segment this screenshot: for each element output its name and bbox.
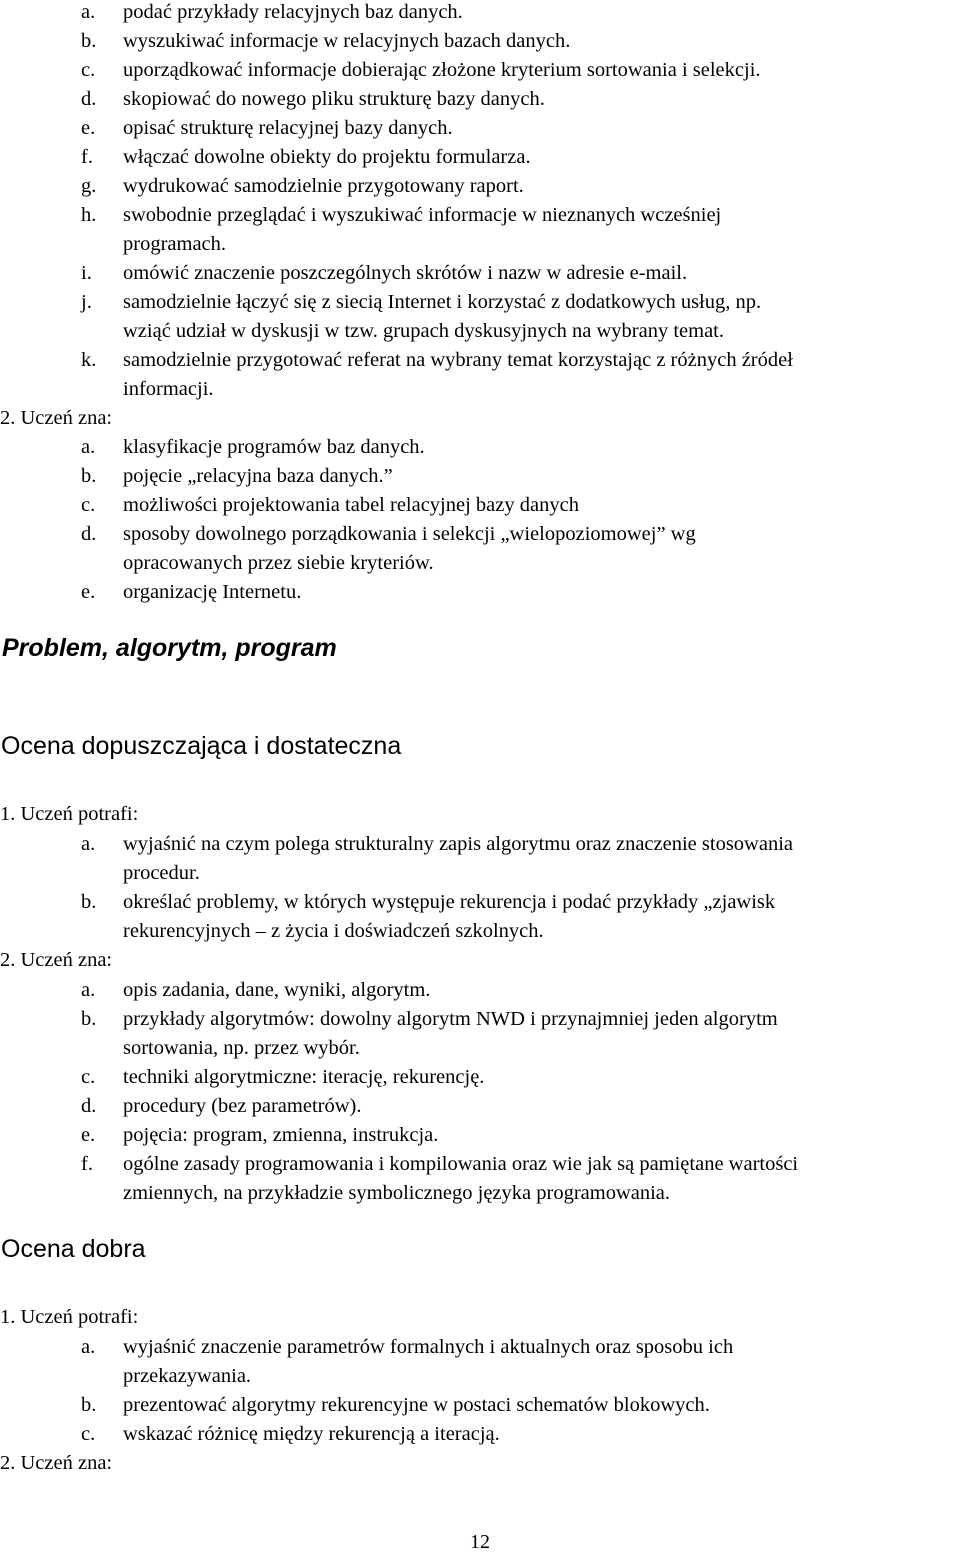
- chapter-title: Problem, algorytm, program: [2, 634, 337, 662]
- section-label: 2. Uczeń zna:: [0, 1452, 113, 1474]
- section-label: 1. Uczeń potrafi:: [0, 1306, 139, 1328]
- item-label: k.: [81, 349, 97, 371]
- item-label: b.: [81, 465, 97, 487]
- item-label: b.: [81, 1008, 97, 1030]
- item-text: przekazywania.: [123, 1365, 252, 1387]
- item-text: ogólne zasady programowania i kompilowania oraz wie jak są pamiętane wartości: [123, 1153, 799, 1175]
- item-text: klasyfikacje programów baz danych.: [123, 436, 425, 458]
- item-text: techniki algorytmiczne: iterację, rekurencję.: [123, 1066, 485, 1088]
- item-text: swobodnie przeglądać i wyszukiwać informacje w nieznanych wcześniej: [123, 204, 722, 226]
- item-text: włączać dowolne obiekty do projektu formularza.: [123, 146, 531, 168]
- item-label: d.: [81, 523, 97, 545]
- item-text: informacji.: [123, 378, 214, 400]
- item-text: pojęcie „relacyjna baza danych.”: [123, 465, 393, 487]
- item-label: c.: [81, 1423, 96, 1445]
- item-text: opis zadania, dane, wyniki, algorytm.: [123, 979, 431, 1001]
- item-label: b.: [81, 1394, 97, 1416]
- grade-title: Ocena dopuszczająca i dostateczna: [1, 732, 402, 760]
- item-text: rekurencyjnych – z życia i doświadczeń szkolnych.: [123, 920, 544, 942]
- item-text: sortowania, np. przez wybór.: [123, 1037, 360, 1059]
- item-text: określać problemy, w których występuje rekurencja i podać przykłady „zjawisk: [123, 891, 776, 913]
- item-label: e.: [81, 581, 96, 603]
- item-label: a.: [81, 979, 96, 1001]
- item-label: a.: [81, 1, 96, 23]
- item-label: j.: [81, 291, 92, 313]
- item-label: c.: [81, 59, 96, 81]
- item-label: b.: [81, 891, 97, 913]
- item-text: sposoby dowolnego porządkowania i selekcji „wielopoziomowej” wg: [123, 523, 696, 545]
- item-text: wskazać różnicę między rekurencją a iteracją.: [123, 1423, 500, 1445]
- item-label: f.: [81, 146, 93, 168]
- item-label: a.: [81, 1336, 96, 1358]
- item-text: wziąć udział w dyskusji w tzw. grupach dyskusyjnych na wybrany temat.: [123, 320, 724, 342]
- item-text: prezentować algorytmy rekurencyjne w postaci schematów blokowych.: [123, 1394, 710, 1416]
- item-text: samodzielnie łączyć się z siecią Internet i korzystać z dodatkowych usług, np.: [123, 291, 762, 313]
- item-text: skopiować do nowego pliku strukturę bazy danych.: [123, 88, 545, 110]
- item-text: samodzielnie przygotować referat na wybrany temat korzystając z różnych źródeł: [123, 349, 793, 371]
- item-text: omówić znaczenie poszczególnych skrótów i nazw w adresie e-mail.: [123, 262, 688, 284]
- item-text: organizację Internetu.: [123, 581, 302, 603]
- item-text: wyjaśnić na czym polega strukturalny zapis algorytmu oraz znaczenie stosowania: [123, 833, 793, 855]
- item-text: opracowanych przez siebie kryteriów.: [123, 552, 434, 574]
- item-text: programach.: [123, 233, 227, 255]
- item-text: wyszukiwać informacje w relacyjnych bazach danych.: [123, 30, 571, 52]
- item-label: c.: [81, 1066, 96, 1088]
- item-text: uporządkować informacje dobierając złożone kryterium sortowania i selekcji.: [123, 59, 761, 81]
- item-text: wyjaśnić znaczenie parametrów formalnych i aktualnych oraz sposobu ich: [123, 1336, 734, 1358]
- section-label: 2. Uczeń zna:: [0, 407, 113, 429]
- item-label: b.: [81, 30, 97, 52]
- item-text: opisać strukturę relacyjnej bazy danych.: [123, 117, 453, 139]
- item-text: możliwości projektowania tabel relacyjnej bazy danych: [123, 494, 579, 516]
- item-label: d.: [81, 1095, 97, 1117]
- item-text: zmiennych, na przykładzie symbolicznego języka programowania.: [123, 1182, 671, 1204]
- grade-title: Ocena dobra: [1, 1235, 146, 1263]
- item-text: procedur.: [123, 862, 200, 884]
- item-label: d.: [81, 88, 97, 110]
- item-text: wydrukować samodzielnie przygotowany raport.: [123, 175, 524, 197]
- section-label: 2. Uczeń zna:: [0, 949, 113, 971]
- item-text: procedury (bez parametrów).: [123, 1095, 362, 1117]
- item-label: a.: [81, 436, 96, 458]
- item-label: h.: [81, 204, 97, 226]
- page-number: 12: [470, 1531, 490, 1553]
- item-label: a.: [81, 833, 96, 855]
- item-text: podać przykłady relacyjnych baz danych.: [123, 1, 463, 23]
- item-label: i.: [81, 262, 92, 284]
- item-text: pojęcia: program, zmienna, instrukcja.: [123, 1124, 439, 1146]
- item-label: e.: [81, 1124, 96, 1146]
- item-label: c.: [81, 494, 96, 516]
- item-label: e.: [81, 117, 96, 139]
- item-text: przykłady algorytmów: dowolny algorytm NWD i przynajmniej jeden algorytm: [123, 1008, 778, 1030]
- item-label: g.: [81, 175, 97, 197]
- section-label: 1. Uczeń potrafi:: [0, 803, 139, 825]
- item-label: f.: [81, 1153, 93, 1175]
